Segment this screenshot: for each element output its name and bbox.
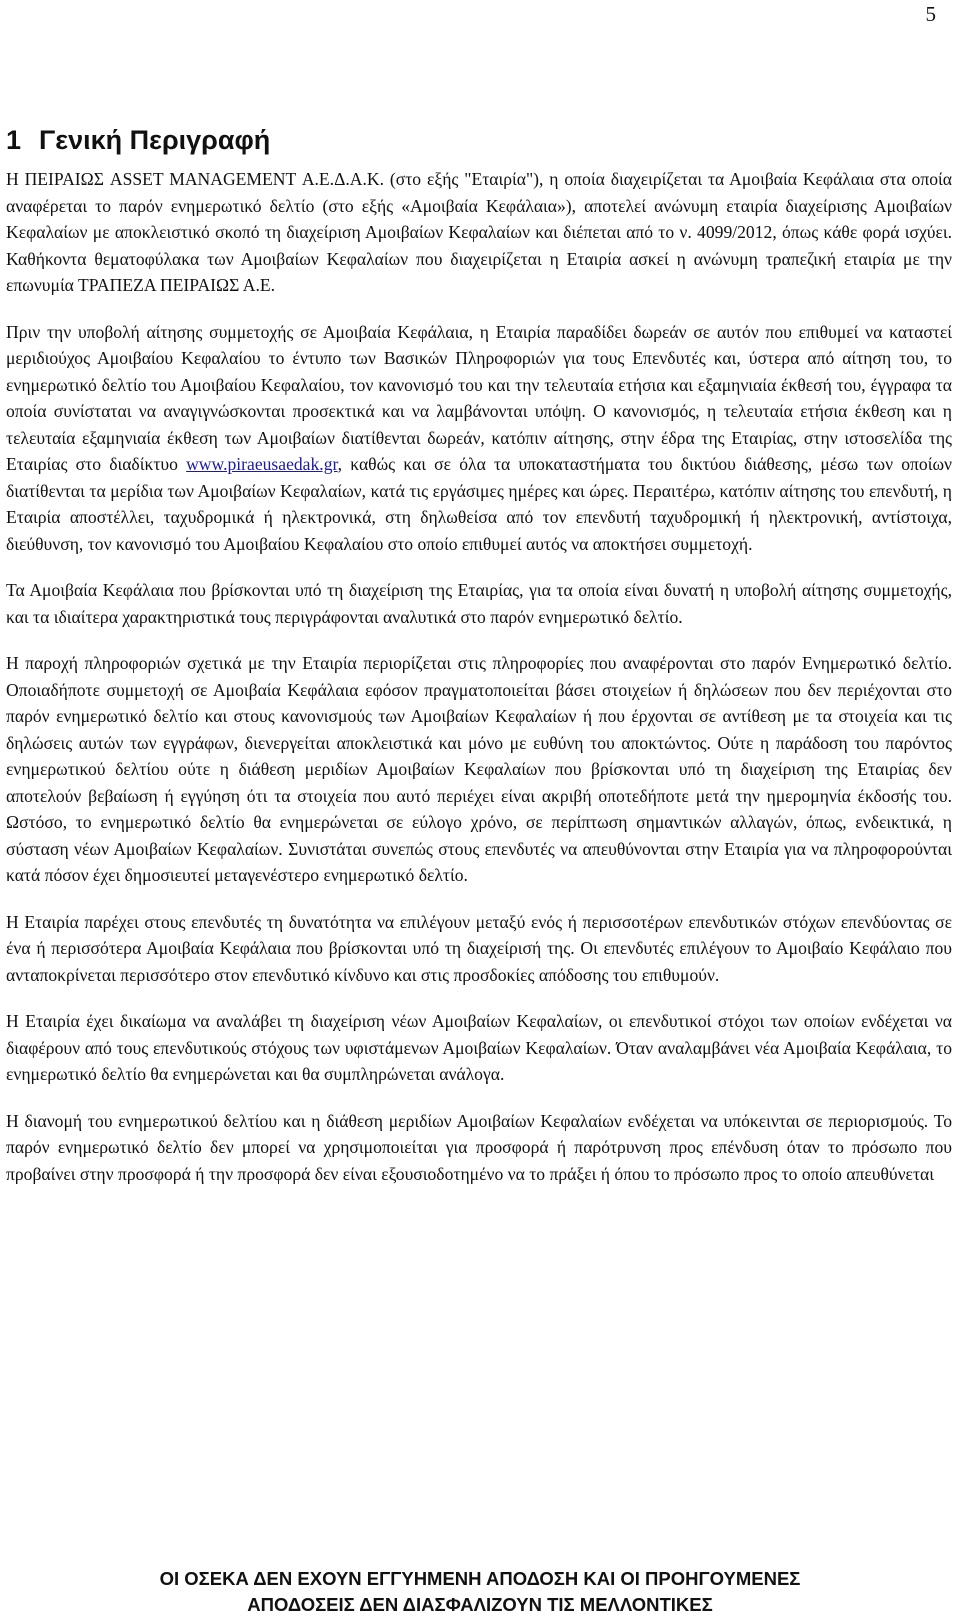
paragraph-investment-objectives: Η Εταιρία παρέχει στους επενδυτές τη δυνατότητα να επιλέγουν μεταξύ ενός ή περισσοτέρων επενδυτικών στόχων επενδύοντας σε ένα ή περισσότερα Αμοιβαία Κεφάλαια που βρίσκονται υπό τη διαχείρισή της. Οι επενδυτές επιλέγουν το Αμοιβαίο Κεφάλαιο που ανταποκρίνεται περισσότερο στον επενδυτικό κίνδυνο και στις προσδοκίες απόδοσης του επιθυμούν. — [6, 911, 952, 985]
paragraph-company-intro: Η ΠΕΙΡΑΙΩΣ ASSET MANAGEMENT Α.Ε.Δ.Α.Κ. (στο εξής "Εταιρία"), η οποία διαχειρίζεται τα Αμοιβαία Κεφάλαια στα οποία αναφέρεται το παρόν ενημερωτικό δελτίο (στο εξής «Αμοιβαία Κεφάλαια»), αποτελεί ανώνυμη εταιρία διαχείρισης Αμοιβαίων Κεφαλαίων με αποκλειστικό σκοπό τη διαχείριση Αμοιβαίων Κεφαλαίων και διέπεται από το ν. 4099/2012, όπως κάθε φορά ισχύει. Καθήκοντα θεματοφύλακα των Αμοιβαίων Κεφαλαίων που διαχειρίζεται η Εταιρία ασκεί η ανώνυμη τραπεζική εταιρία με την επωνυμία ΤΡΑΠΕΖΑ ΠΕΙΡΑΙΩΣ Α.Ε. — [6, 169, 952, 295]
paragraph-documents-availability — [6, 319, 952, 558]
paragraph-information-limits: Η παροχή πληροφοριών σχετικά με την Εταιρία περιορίζεται στις πληροφορίες που αναφέρονται στο παρόν Ενημερωτικό δελτίο. Οποιαδήποτε συμμετοχή σε Αμοιβαία Κεφάλαια εφόσον πραγματοποιείται βάσει στοιχείων ή δηλώσεων που δεν περιέχονται στο παρόν ενημερωτικό δελτίο και στους κανονισμούς των Αμοιβαίων Κεφαλαίων ή που έρχονται σε αντίθεση με τα στοιχεία και τις δηλώσεις αυτών των εγγράφων, διενεργείται αποκλειστικά και μόνο με ευθύνη του αποκτώντος. Ούτε η παράδοση του παρόντος ενημερωτικού δελτίου ούτε η διάθεση μεριδίων Αμοιβαίων Κεφαλαίων που βρίσκονται υπό τη διαχείριση της Εταιρίας δεν αποτελούν βεβαίωση ή εγγύηση ότι τα στοιχεία που αυτό περιέχει είναι ακριβή οποτεδήποτε μετά την ημερομηνία έκδοσής του. Ωστόσο, το ενημερωτικό δελτίο θα ενημερώνεται σε εύλογο χρόνο, σε περίπτωση σημαντικών αλλαγών, όπως, ενδεικτικά, η σύσταση νέων Αμοιβαίων Κεφαλαίων. Συνιστάται συνεπώς στους επενδυτές να απευθύνονται στην Εταιρία για να πληροφορούνται κατά πόσον έχει δημοσιευτεί μεταγενέστερο ενημερωτικό δελτίο. — [6, 653, 952, 885]
section-number: 1 — [6, 125, 22, 155]
page-number: 5 — [925, 2, 936, 26]
section-heading — [6, 124, 952, 156]
paragraph-distribution-restrictions: Η διανομή του ενημερωτικού δελτίου και η διάθεση μεριδίων Αμοιβαίων Κεφαλαίων ενδέχεται να υπόκεινται σε περιορισμούς. Το παρόν ενημερωτικό δελτίο δεν μπορεί να χρησιμοποιείται για προσφορά ή παρότρυνση προς επένδυση όταν το πρόσωπο που προβαίνει στην προσφορά ή την προσφορά δεν είναι εξουσιοδοτημένο να το πράξει ή όπου το πρόσωπο προς το οποίο απευθύνεται — [6, 1110, 952, 1184]
website-link[interactable]: www.piraeusaedak.gr — [186, 454, 338, 474]
paragraph-new-funds: Η Εταιρία έχει δικαίωμα να αναλάβει τη διαχείριση νέων Αμοιβαίων Κεφαλαίων, οι επενδυτικοί στόχοι των οποίων ενδέχεται να διαφέρουν από τους επενδυτικούς στόχους των υφιστάμενων Αμοιβαίων Κεφαλαίων. Όταν αναλαμβάνει νέα Αμοιβαία Κεφάλαια, το ενημερωτικό δελτίο θα ενημερώνεται και θα συμπληρώνεται ανάλογα. — [6, 1011, 952, 1084]
paragraph-funds-description: Τα Αμοιβαία Κεφάλαια που βρίσκονται υπό τη διαχείριση της Εταιρίας, για τα οποία είναι δυνατή η υποβολή αίτησης συμμετοχής, και τα ιδιαίτερα χαρακτηριστικά τους περιγράφονται αναλυτικά στο παρόν ενημερωτικό δελτίο. — [6, 580, 952, 627]
paragraph-text: Πριν την υποβολή αίτησης συμμετοχής σε Αμοιβαία Κεφάλαια, η Εταιρία παραδίδει δωρεάν σε αυτόν που επιθυμεί να καταστεί μεριδιούχος Αμοιβαίου Κεφαλαίου το έντυπο των Βασικών Πληροφοριών για τους Επενδυτές και, ύστερα από αίτηση του, το ενημερωτικό δελτίο του Αμοιβαίου Κεφαλαίου, τον κανονισμό του και την τελευταία ετήσια και εξαμηνιαία έκθεσή του, έγγραφα τα οποία συνίσταται να αναγιγνώσκονται προσεκτικά και να λαμβάνονται υπόψη. Ο κανονισμός, η τελευταία ετήσια έκθεση και η τελευταία εξαμηνιαία έκθεση των Αμοιβαίων διατίθενται δωρεάν, κατόπιν αίτησης, στην έδρα της Εταιρίας, στην ιστοσελίδα της Εταιρίας στο διαδίκτυο — [6, 321, 952, 474]
footer-warning-line: ΑΠΟΔΟΣΕΙΣ ΔΕΝ ΔΙΑΣΦΑΛΙΖΟΥΝ ΤΙΣ ΜΕΛΛΟΝΤΙΚΕΣ — [247, 1594, 713, 1615]
footer-warning — [0, 1566, 960, 1618]
section-title: Γενική Περιγραφή — [39, 125, 271, 155]
paragraph-text: , καθώς και σε όλα τα υποκαταστήματα του δικτύου διάθεσης, μέσω των οποίων διατίθενται τα μερίδια των Αμοιβαίων Κεφαλαίων, κατά τις εργάσιμες ημέρες και ώρες. Περαιτέρω, κατόπιν αίτησης του επενδυτή, η Εταιρία αποστέλλει, ταχυδρομικά ή ηλεκτρονικά, στη δηλωθείσα από τον επενδυτή ταχυδρομική ή ηλεκτρονική, αντίστοιχα, διεύθυνση, τον κανονισμό του Αμοιβαίου Κεφαλαίου στο οποίο επιθυμεί αυτός να αποκτήσει συμμετοχή. — [6, 454, 952, 554]
document-body — [6, 124, 952, 1207]
footer-warning-line: ΟΙ ΟΣΕΚΑ ΔΕΝ ΕΧΟΥΝ ΕΓΓΥΗΜΕΝΗ ΑΠΟΔΟΣΗ ΚΑΙ ΟΙ ΠΡΟΗΓΟΥΜΕΝΕΣ — [159, 1568, 801, 1589]
